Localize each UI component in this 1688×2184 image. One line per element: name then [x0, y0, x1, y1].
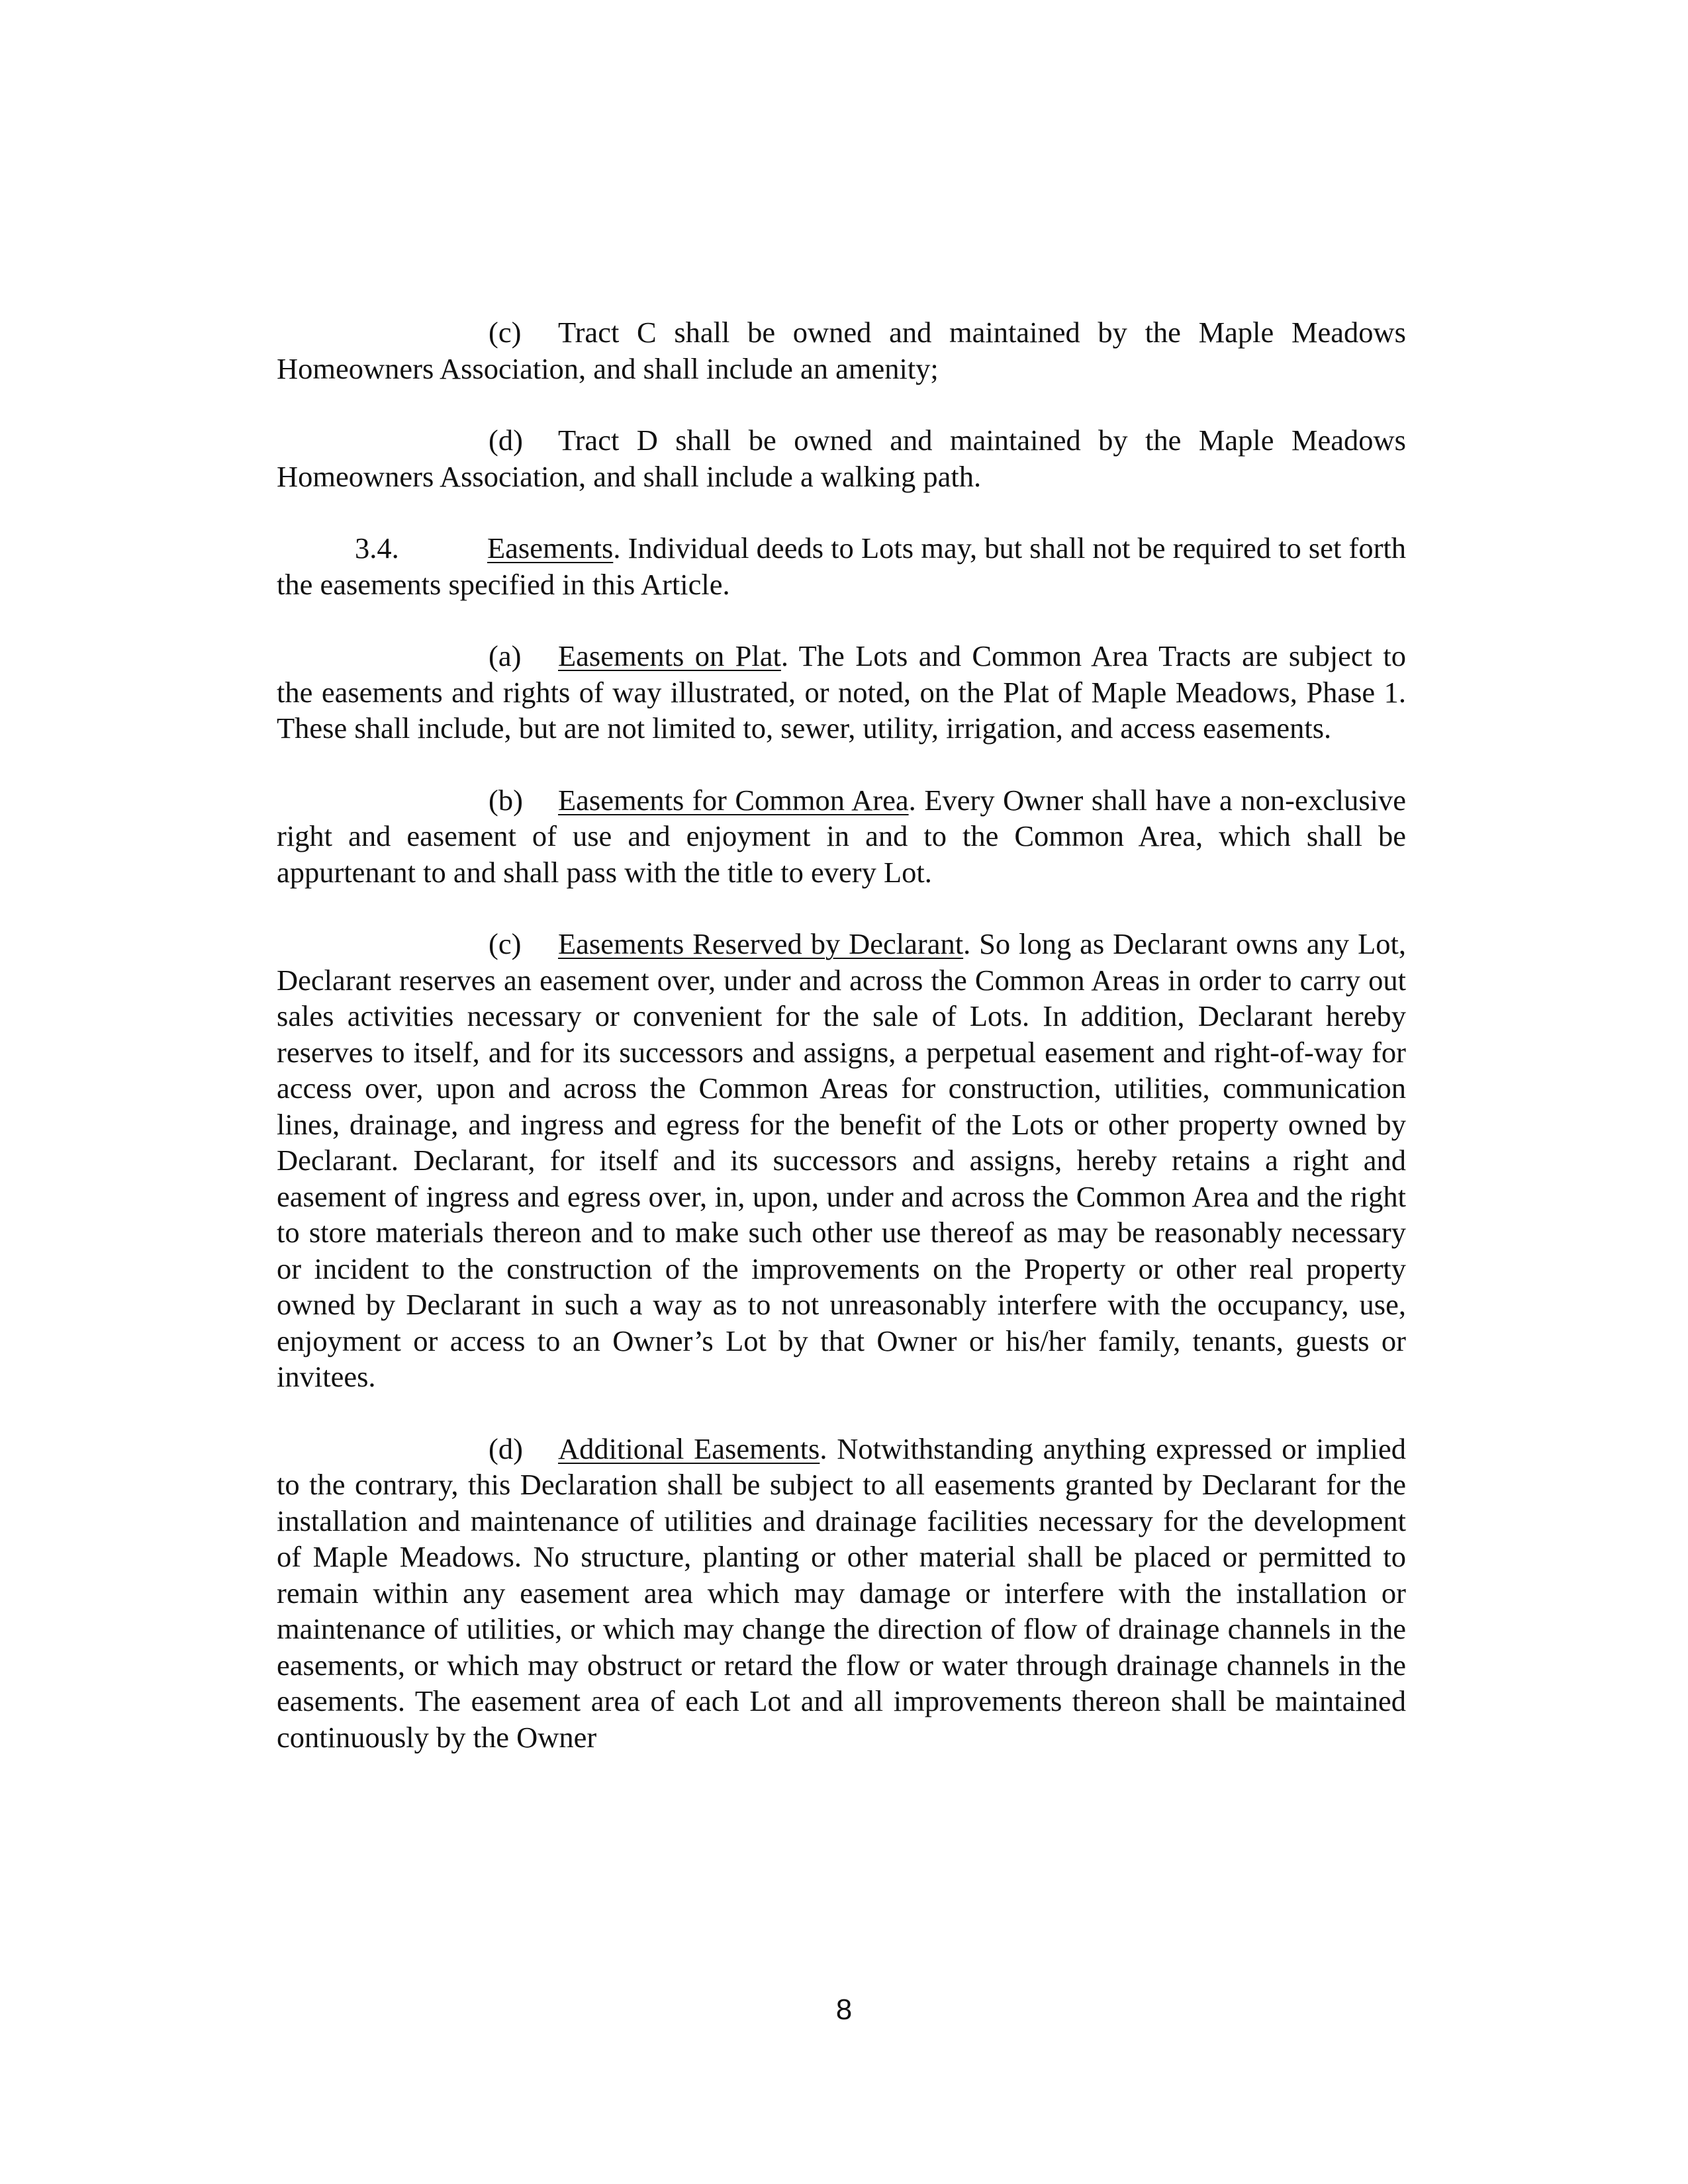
- paragraph-text: Tract C shall be owned and maintained by the Maple Meadows Homeowners Association, and shall include an amenity;: [277, 316, 1406, 385]
- section-number: 3.4.: [355, 531, 399, 565]
- paragraph-heading: Additional Easements: [558, 1432, 820, 1465]
- section-3-4-easements: [277, 530, 1406, 602]
- paragraph-easements-on-plat: [277, 638, 1406, 747]
- paragraph-heading: Easements for Common Area: [558, 783, 909, 817]
- paragraph-tract-c: [277, 314, 1406, 387]
- paragraph-heading: Easements on Plat: [558, 639, 781, 672]
- paragraph-text: So long as Declarant owns any Lot, Declarant reserves an easement over, under and across the Common Areas in order to carry out sales activities necessary or convenient for the sale of Lots. In addition, Declarant hereby reserves to itself, and for its successors and assigns, a perpetual easement and right-of-way for access over, upon and across the Common Areas for construction, utilities, communication lines, drainage, and ingress and egress for the benefit of the Lots or other property owned by Declarant. Declarant, for itself and its successors and assigns, hereby retains a right and easement of ingress and egress over, in, upon, under and across the Common Area and the right to store materials thereon and to make such other use thereof as may be reasonably necessary or incident to the construction of the improvements on the Property or other real property owned by Declarant in such a way as to not unreasonably interfere with the occupancy, use, enjoyment or access to an Owner’s Lot by that Owner or his/her family, tenants, guests or invitees.: [277, 927, 1407, 1393]
- heading-period: .: [780, 639, 788, 672]
- paragraph-heading: Easements Reserved by Declarant: [558, 927, 964, 960]
- paragraph-text: Notwithstanding anything expressed or implied to the contrary, this Declaration shall be subject to all easements granted by Declarant for the installation and maintenance of utilities and drainage facilities necessary for the development of Maple Meadows. No structure, planting or other material shall be placed or permitted to remain within any easement area which may damage or interfere with the installation or maintenance of utilities, or which may change the direction of flow of drainage channels in the easements, or which may obstruct or retard the flow or water through drainage channels in the easements. The easement area of each Lot and all improvements thereon shall be maintained continuously by the Owner: [277, 1432, 1407, 1754]
- paragraph-marker: (d): [489, 1432, 523, 1465]
- paragraph-marker: (a): [489, 639, 522, 672]
- paragraph-text: The Lots and Common Area Tracts are subject to the easements and rights of way illustrated, or noted, on the Plat of Maple Meadows, Phase 1. These shall include, but are not limited to, sewer, utility, irrigation, and access easements.: [277, 639, 1406, 745]
- heading-period: .: [613, 531, 621, 565]
- paragraph-text: Tract D shall be owned and maintained by the Maple Meadows Homeowners Association, and shall include a walking path.: [277, 424, 1406, 493]
- section-heading: Easements: [487, 531, 614, 565]
- paragraph-marker: (c): [489, 316, 522, 349]
- paragraph-easements-reserved: [277, 926, 1406, 1395]
- document-body: [277, 314, 1406, 1791]
- heading-period: .: [820, 1432, 827, 1465]
- paragraph-additional-easements: [277, 1431, 1406, 1756]
- paragraph-easements-common-area: [277, 782, 1406, 891]
- heading-period: .: [908, 783, 916, 817]
- page-number: 8: [835, 1993, 853, 2026]
- paragraph-marker: (c): [489, 927, 522, 960]
- paragraph-marker: (d): [489, 424, 523, 457]
- paragraph-marker: (b): [489, 783, 523, 817]
- heading-period: .: [963, 927, 971, 960]
- paragraph-tract-d: [277, 422, 1406, 494]
- paragraph-text: Every Owner shall have a non-exclusive right and easement of use and enjoyment in and to the Common Area, which shall be appurtenant to and shall pass with the title to every Lot.: [277, 783, 1407, 889]
- paragraph-text: Individual deeds to Lots may, but shall not be required to set forth the easements specified in this Article.: [277, 531, 1406, 601]
